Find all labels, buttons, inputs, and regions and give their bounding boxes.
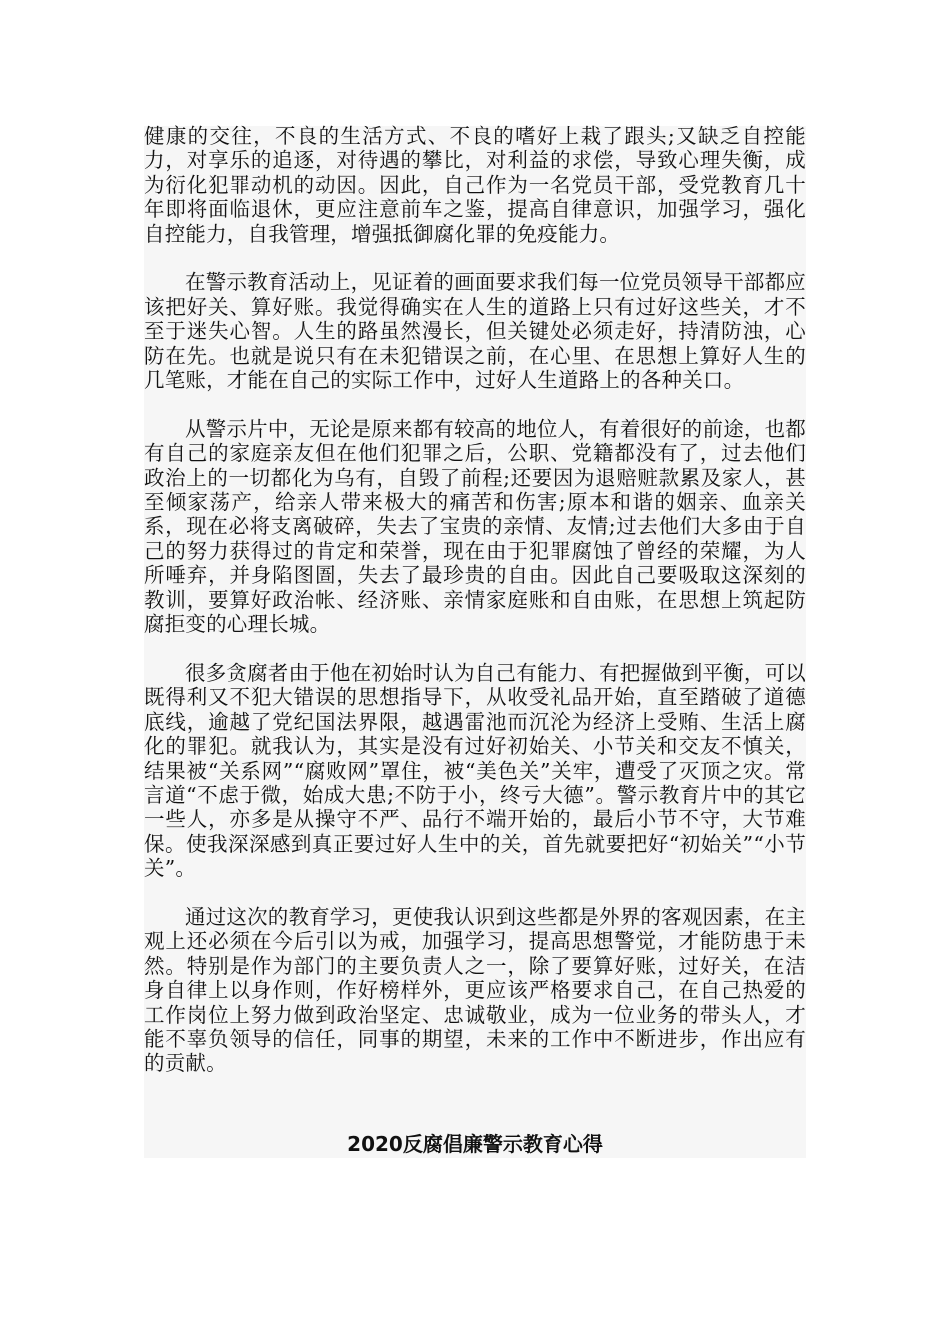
paragraph-5: 通过这次的教育学习，更使我认识到这些都是外界的客观因素，在主观上还必须在今后引以为戒，加强学习，提高思想警觉，才能防患于未然。特别是作为部门的主要负责人之一，除了要算好账，过好关，在洁身自律上以身作则，作好榜样外，更应该严格要求自己，在自己热爱的工作岗位上努力做到政治坚定、忠诚敬业，成为一位业务的带头人，才能不辜负领导的信任，同事的期望，未来的工作中不断进步，作出应有的贡献。 [144, 904, 806, 1076]
paragraph-3: 从警示片中，无论是原来都有较高的地位人，有着很好的前途，也都有自己的家庭亲友但在他们犯罪之后，公职、党籍都没有了，过去他们政治上的一切都化为乌有，自毁了前程;还要因为退赔赃款累及家人，甚至倾家荡产，给亲人带来极大的痛苦和伤害;原本和谐的姻亲、血亲关系，现在必将支离破碎，失去了宝贵的亲情、友情;过去他们大多由于自己的努力获得过的肯定和荣誉，现在由于犯罪腐蚀了曾经的荣耀，为人所唾弃，并身陷图圄，失去了最珍贵的自由。因此自己要吸取这深刻的教训，要算好政治帐、经济账、亲情家庭账和自由账，在思想上筑起防腐拒变的心理长城。 [144, 416, 806, 637]
paragraph-4: 很多贪腐者由于他在初始时认为自己有能力、有把握做到平衡，可以既得利又不犯大错误的思想指导下，从收受礼品开始，直至踏破了道德底线，逾越了党纪国法界限，越遇雷池而沉沦为经济上受贿、生活上腐化的罪犯。就我认为，其实是没有过好初始关、小节关和交友不慎关，结果被“关系网”“腐败网”罩住，被“美色关”关牢，遭受了灭顶之灾。常言道“不虑于微，始成大患;不防于小，终亏大德”。警示教育片中的其它一些人，亦多是从操守不严、品行不端开始的，最后小节不守，大节难保。使我深深感到真正要过好人生中的关，首先就要把好“初始关”“小节关”。 [144, 660, 806, 881]
section-heading: 2020反腐倡廉警示教育心得 [347, 1132, 603, 1156]
paragraph-2: 在警示教育活动上，见证着的画面要求我们每一位党员领导干部都应该把好关、算好账。我觉得确实在人生的道路上只有过好这些关，才不至于迷失心智。人生的路虽然漫长，但关键处必须走好，持清防浊，心防在先。也就是说只有在未犯错误之前，在心里、在思想上算好人生的几笔账，才能在自己的实际工作中，过好人生道路上的各种关口。 [144, 270, 806, 393]
document-body [144, 124, 806, 1100]
paragraph-1: 健康的交往，不良的生活方式、不良的嗜好上栽了跟头;又缺乏自控能力，对享乐的追逐，对待遇的攀比，对利益的求偿，导致心理失衡，成为衍化犯罪动机的动因。因此，自己作为一名党员干部，受党教育几十年即将面临退休，更应注意前车之鉴，提高自律意识，加强学习，强化自控能力，自我管理，增强抵御腐化罪的免疫能力。 [144, 124, 806, 246]
